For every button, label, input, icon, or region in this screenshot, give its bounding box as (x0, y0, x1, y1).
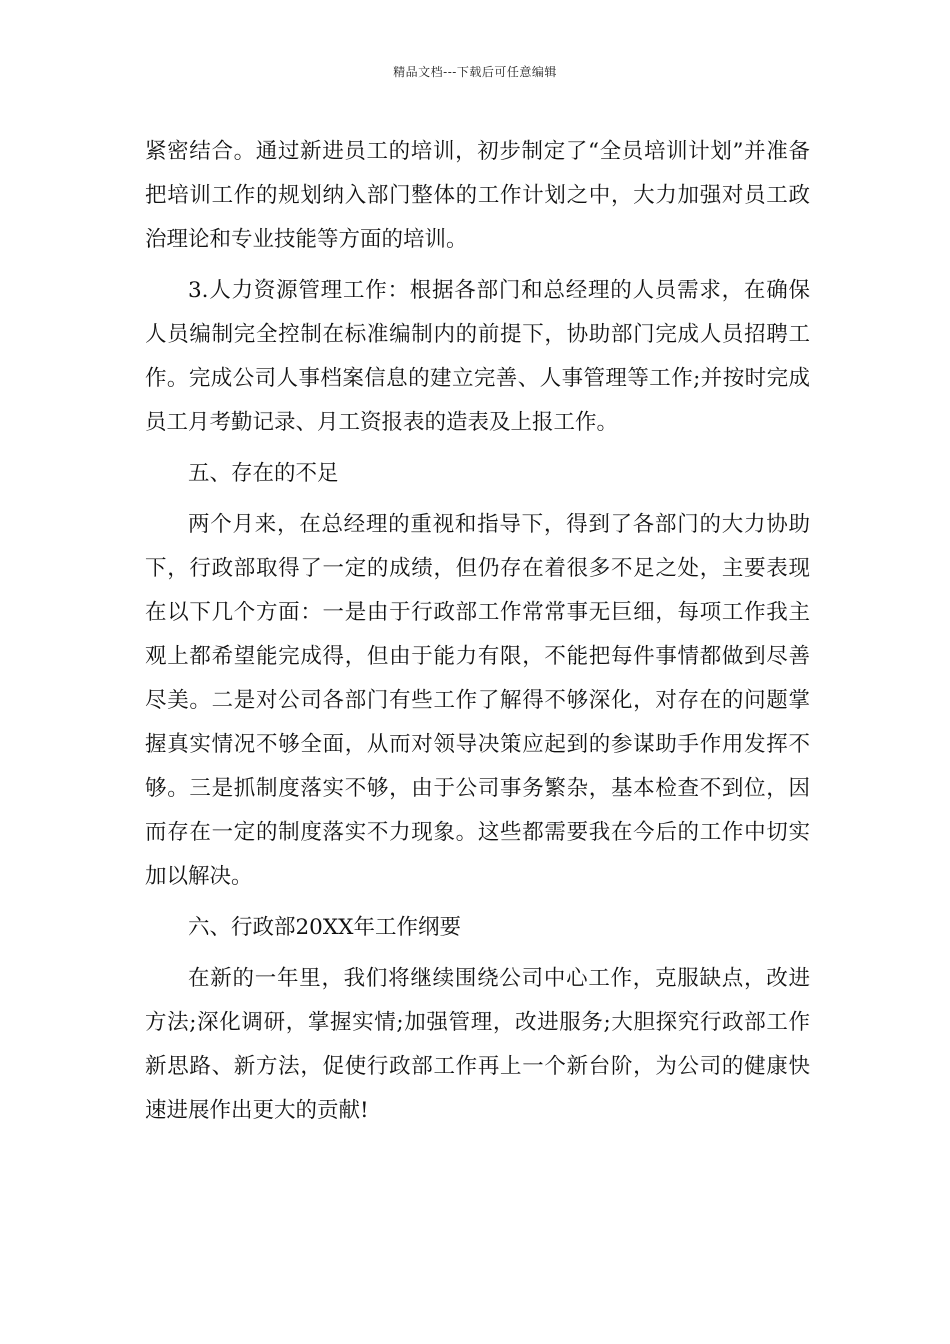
document-body (145, 130, 810, 1140)
page-header: 精品文档---下载后可任意编辑 (393, 65, 557, 79)
paragraph-continuation: 紧密结合。通过新进员工的培训，初步制定了“全员培训计划”并准备把培训工作的规划纳入部门整体的工作计划之中，大力加强对员工政治理论和专业技能等方面的培训。 (145, 139, 810, 252)
section-heading-shortcomings: 五、存在的不足 (188, 461, 339, 486)
section-heading-work-outline: 六、行政部20XX年工作纲要 (188, 915, 461, 940)
paragraph-hr-management: 3.人力资源管理工作：根据各部门和总经理的人员需求，在确保人员编制完全控制在标准编制内的前提下，协助部门完成人员招聘工作。完成公司人事档案信息的建立完善、人事管理等工作;并按时完成员工月考勤记录、月工资报表的造表及上报工作。 (145, 278, 810, 435)
paragraph-shortcomings: 两个月来，在总经理的重视和指导下，得到了各部门的大力协助下，行政部取得了一定的成绩，但仍存在着很多不足之处，主要表现在以下几个方面：一是由于行政部工作常常事无巨细，每项工作我主观上都希望能完成得，但由于能力有限，不能把每件事情都做到尽善尽美。二是对公司各部门有些工作了解得不够深化，对存在的问题掌握真实情况不够全面，从而对领导决策应起到的参谋助手作用发挥不够。三是抓制度落实不够，由于公司事务繁杂，基本检查不到位，因而存在一定的制度落实不力现象。这些都需要我在今后的工作中切实加以解决。 (145, 512, 810, 889)
paragraph-work-outline: 在新的一年里，我们将继续围绕公司中心工作，克服缺点，改进方法;深化调研，掌握实情;加强管理，改进服务;大胆探究行政部工作新思路、新方法，促使行政部工作再上一个新台阶，为公司的健康快速进展作出更大的贡献! (145, 966, 810, 1123)
